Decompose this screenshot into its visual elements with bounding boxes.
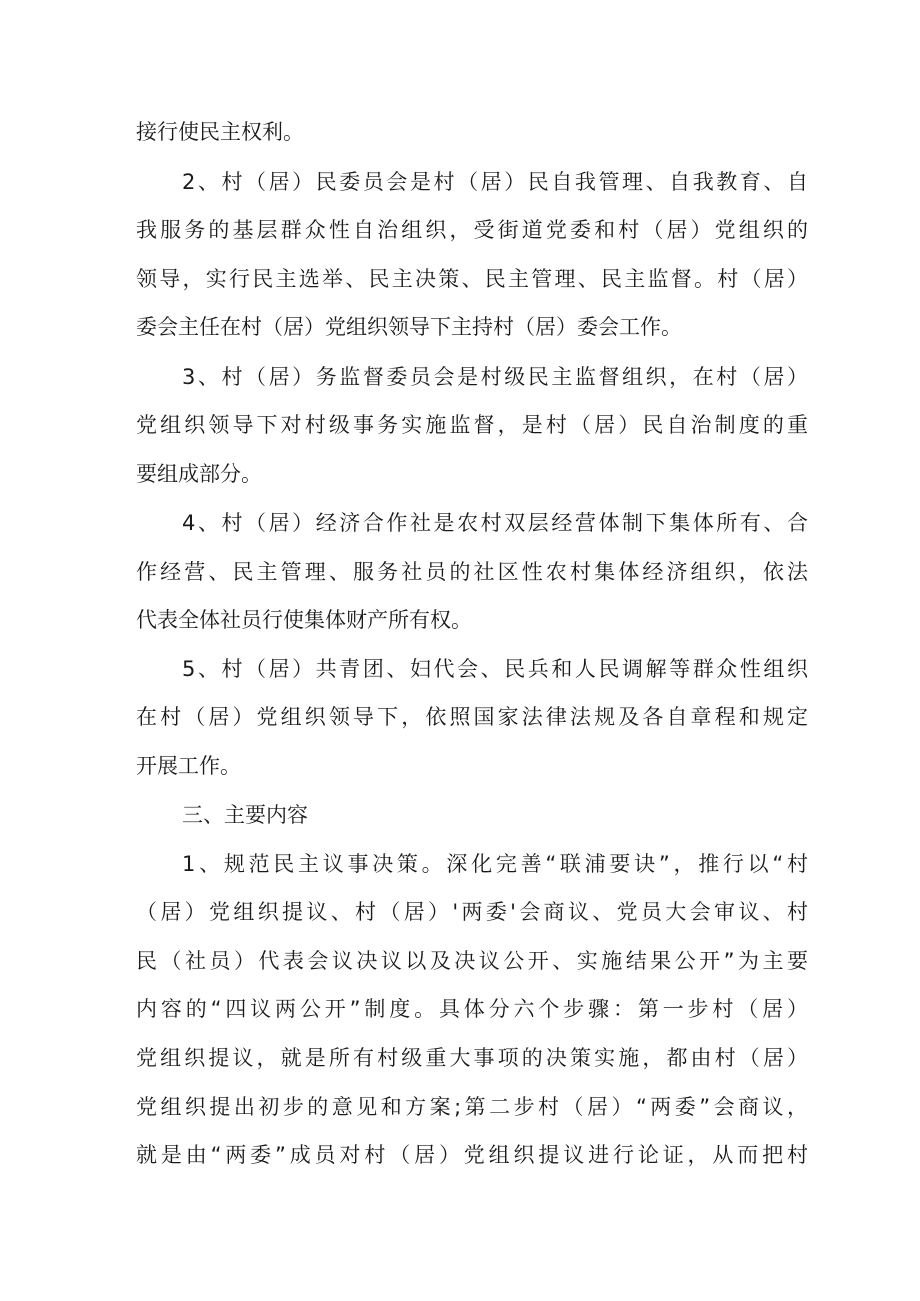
paragraph-4-line: 4、村（居）经济合作社是农村双层经营体制下集体所有、合 (182, 511, 808, 535)
text-line: 在村（居）党组织领导下，依照国家法律法规及各自章程和规定 (136, 705, 808, 729)
text-line: 党组织提出初步的意见和方案;第二步村（居）“两委”会商议， (136, 1095, 808, 1119)
text-line: 接行使民主权利。 (136, 120, 304, 144)
text-line: 开展工作。 (136, 754, 241, 778)
text-line: 我服务的基层群众性自治组织，受街道党委和村（居）党组织的 (136, 218, 808, 242)
text-line: 就是由“两委”成员对村（居）党组织提议进行论证，从而把村 (136, 1143, 808, 1167)
paragraph-2-line: 2、村（居）民委员会是村（居）民自我管理、自我教育、自 (182, 170, 808, 194)
text-line: 民（社员）代表会议决议以及决议公开、实施结果公开”为主要 (136, 949, 808, 973)
text-line: 党组织提议，就是所有村级重大事项的决策实施，都由村（居） (136, 1046, 808, 1070)
text-line: 代表全体社员行使集体财产所有权。 (136, 608, 472, 632)
text-line: 作经营、民主管理、服务社员的社区性农村集体经济组织，依法 (136, 560, 808, 584)
paragraph-1-line: 1、规范民主议事决策。深化完善“联浦要诀”，推行以“村 (182, 852, 808, 876)
text-line: 委会主任在村（居）党组织领导下主持村（居）委会工作。 (136, 315, 682, 339)
text-line: 党组织领导下对村级事务实施监督，是村（居）民自治制度的重 (136, 413, 808, 437)
text-line: 内容的“四议两公开”制度。具体分六个步骤：第一步村（居） (136, 997, 808, 1021)
text-line: 领导，实行民主选举、民主决策、民主管理、民主监督。村（居） (136, 267, 808, 291)
paragraph-5-line: 5、村（居）共青团、妇代会、民兵和人民调解等群众性组织 (182, 657, 808, 681)
paragraph-3-line: 3、村（居）务监督委员会是村级民主监督组织，在村（居） (182, 365, 808, 389)
section-heading: 三、主要内容 (182, 803, 308, 827)
text-line: 要组成部分。 (136, 462, 262, 486)
text-line: （居）党组织提议、村（居）'两委'会商议、党员大会审议、村 (136, 900, 808, 924)
